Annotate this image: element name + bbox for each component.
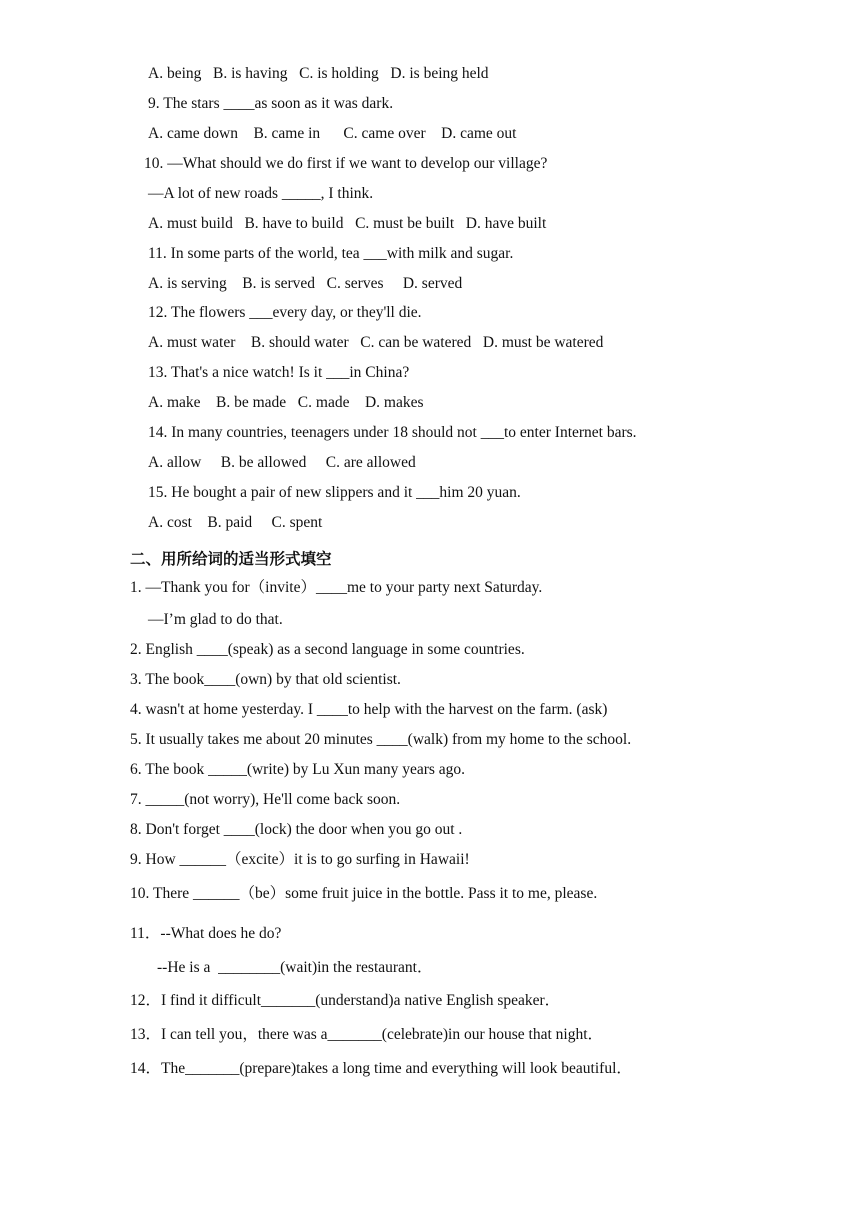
fill-item-1-reply: —I’m glad to do that. bbox=[148, 611, 283, 628]
fill-item-8: 8. Don't forget ____(lock) the door when you go out . bbox=[130, 821, 463, 838]
options-q11: A. is serving B. is served C. serves D. served bbox=[148, 275, 463, 292]
options-q8: A. being B. is having C. is holding D. is being held bbox=[148, 65, 489, 82]
question-15: 15. He bought a pair of new slippers and it ___him 20 yuan. bbox=[148, 484, 521, 501]
options-q15: A. cost B. paid C. spent bbox=[148, 514, 323, 531]
fill-item-7: 7. _____(not worry), He'll come back soon. bbox=[130, 791, 401, 808]
options-q9: A. came down B. came in C. came over D. came out bbox=[148, 125, 517, 142]
question-14: 14. In many countries, teenagers under 18 should not ___to enter Internet bars. bbox=[148, 424, 637, 441]
question-13: 13. That's a nice watch! Is it ___in China? bbox=[148, 364, 410, 381]
fill-item-11: 11．--What does he do? bbox=[130, 925, 282, 942]
fill-item-2: 2. English ____(speak) as a second language in some countries. bbox=[130, 641, 525, 658]
fill-item-9: 9. How ______（excite）it is to go surfing in Hawaii! bbox=[130, 851, 470, 868]
question-10-reply: —A lot of new roads _____, I think. bbox=[148, 185, 374, 202]
options-q13: A. make B. be made C. made D. makes bbox=[148, 394, 424, 411]
question-9: 9. The stars ____as soon as it was dark. bbox=[148, 95, 394, 112]
question-11: 11. In some parts of the world, tea ___with milk and sugar. bbox=[148, 245, 514, 262]
fill-item-10: 10. There ______（be）some fruit juice in the bottle. Pass it to me, please. bbox=[130, 885, 598, 902]
fill-item-4: 4. wasn't at home yesterday. I ____to help with the harvest on the farm. (ask) bbox=[130, 701, 608, 718]
options-q12: A. must water B. should water C. can be watered D. must be watered bbox=[148, 334, 604, 351]
fill-item-6: 6. The book _____(write) by Lu Xun many years ago. bbox=[130, 761, 466, 778]
question-12: 12. The flowers ___every day, or they'll die. bbox=[148, 304, 422, 321]
question-10: 10. —What should we do first if we want to develop our village? bbox=[144, 155, 548, 172]
options-q10: A. must build B. have to build C. must be built D. have built bbox=[148, 215, 547, 232]
section-heading: 二、用所给词的适当形式填空 bbox=[130, 550, 332, 568]
fill-item-11-reply: --He is a ________(wait)in the restaurant． bbox=[157, 959, 433, 976]
options-q14: A. allow B. be allowed C. are allowed bbox=[148, 454, 416, 471]
fill-item-5: 5. It usually takes me about 20 minutes ____(walk) from my home to the school. bbox=[130, 731, 632, 748]
fill-item-12: 12．I find it difficult_______(understand)a native English speaker． bbox=[130, 992, 561, 1009]
fill-item-3: 3. The book____(own) by that old scientist. bbox=[130, 671, 401, 688]
fill-item-14: 14．The_______(prepare)takes a long time and everything will look beautiful． bbox=[130, 1060, 632, 1077]
fill-item-13: 13．I can tell you，there was a_______(celebrate)in our house that night． bbox=[130, 1026, 604, 1043]
fill-item-1: 1. —Thank you for（invite）____me to your party next Saturday. bbox=[130, 579, 543, 596]
